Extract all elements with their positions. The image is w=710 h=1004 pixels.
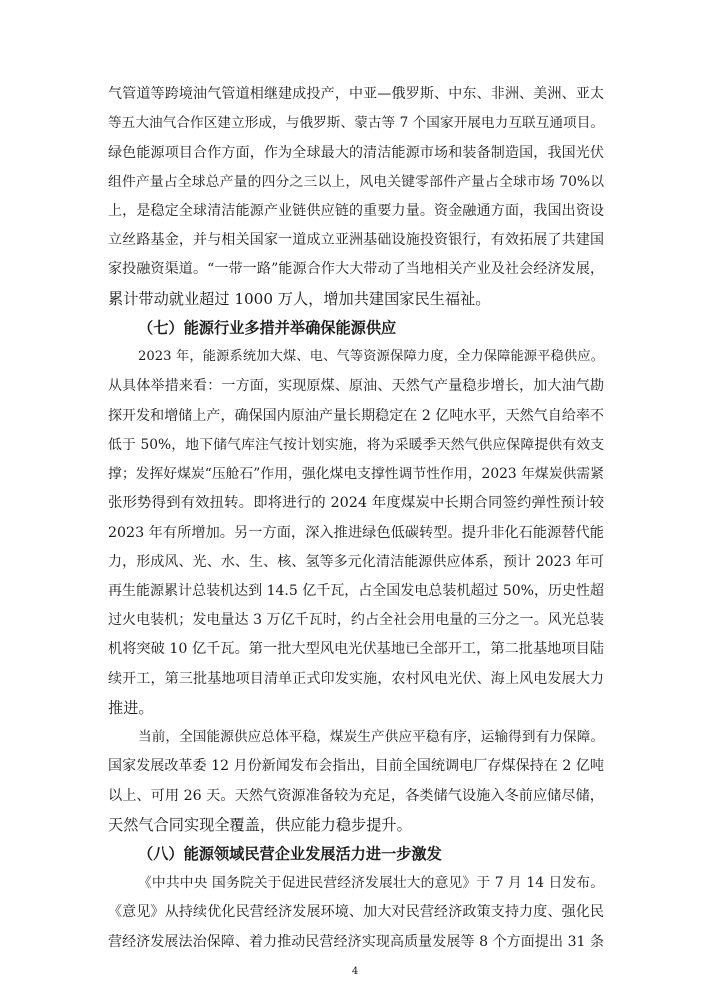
paragraph-line: 《意见》从持续优化民营经济发展环境、加大对民营经济政策支持力度、强化民 xyxy=(108,904,604,920)
paragraph-line: 《中共中央 国务院关于促进民营经济发展壮大的意见》于 7 月 14 日发布。 xyxy=(138,875,604,891)
page-number: 4 xyxy=(351,966,359,977)
paragraph-line: 绿色能源项目合作方面，作为全球最大的清洁能源市场和装备制造国，我国光伏 xyxy=(108,145,604,161)
paragraph-line: 立丝路基金，并与相关国家一道成立亚洲基础设施投资银行，有效拓展了共建国 xyxy=(108,232,604,248)
paragraph-line: 国家发展改革委 12 月份新闻发布会指出，目前全国统调电厂存煤保持在 2 亿吨 xyxy=(108,758,604,774)
paragraph-line: 气管道等跨境油气管道相继建成投产，中亚—俄罗斯、中东、非洲、美洲、亚太 xyxy=(108,86,604,102)
paragraph-line: 天然气合同实现全覆盖，供应能力稳步提升。 xyxy=(108,816,412,834)
paragraph-line: 上，是稳定全球清洁能源产业链供应链的重要力量。资金融通方面，我国出资设 xyxy=(108,203,604,219)
paragraph-line: 力，形成风、光、水、生、核、氢等多元化清洁能源供应体系，预计 2023 年可 xyxy=(108,554,604,570)
paragraph-line: 探开发和增储上产，确保国内原油产量长期稳定在 2 亿吨水平，天然气自给率不 xyxy=(108,408,604,424)
paragraph-line: 家投融资渠道。“一带一路”能源合作大大带动了当地相关产业及社会经济发展， xyxy=(108,261,604,277)
paragraph-line: 过火电装机；发电量达 3 万亿千瓦时，约占全社会用电量的三分之一。风光总装 xyxy=(108,612,604,628)
paragraph-line: 低于 50%，地下储气库注气按计划实施，将为采暖季天然气供应保障提供有效支 xyxy=(108,437,604,453)
section-heading-8: （八）能源领域民营企业发展活力进一步激发 xyxy=(138,845,442,863)
paragraph-line: 营经济发展法治保障、着力推动民营经济实现高质量发展等 8 个方面提出 31 条 xyxy=(108,934,604,950)
paragraph-line: 机将突破 10 亿千瓦。第一批大型风电光伏基地已全部开工，第二批基地项目陆 xyxy=(108,641,604,657)
paragraph-line: 续开工，第三批基地项目清单正式印发实施，农村风电光伏、海上风电发展大力 xyxy=(108,671,604,687)
paragraph-line: 撑；发挥好煤炭“压舱石”作用，强化煤电支撑性调节性作用，2023 年煤炭供需紧 xyxy=(108,466,604,482)
paragraph-line: 累计带动就业超过 1000 万人，增加共建国家民生福祉。 xyxy=(108,290,491,308)
paragraph-line: 2023 年，能源系统加大煤、电、气等资源保障力度，全力保障能源平稳供应。 xyxy=(138,349,604,364)
paragraph-line: 推进。 xyxy=(108,699,154,717)
paragraph-line: 当前，全国能源供应总体平稳，煤炭生产供应平稳有序，运输得到有力保障。 xyxy=(138,729,604,745)
paragraph-line: 2023 年有所增加。另一方面，深入推进绿色低碳转型。提升非化石能源替代能 xyxy=(108,525,604,541)
paragraph-line: 再生能源累计总装机达到 14.5 亿千瓦，占全国发电总装机超过 50%，历史性超 xyxy=(108,583,604,599)
paragraph-line: 组件产量占全球总产量的四分之三以上，风电关键零部件产量占全球市场 70%以 xyxy=(108,174,604,190)
paragraph-line: 等五大油气合作区建立形成，与俄罗斯、蒙古等 7 个国家开展电力互联互通项目。 xyxy=(108,115,604,131)
section-heading-7: （七）能源行业多措并举确保能源供应 xyxy=(138,319,397,337)
paragraph-line: 以上、可用 26 天。天然气资源准备较为充足，各类储气设施入冬前应储尽储， xyxy=(108,788,604,804)
paragraph-line: 张形势得到有效扭转。即将进行的 2024 年度煤炭中长期合同签约弹性预计较 xyxy=(108,495,604,511)
paragraph-line: 从具体举措来看：一方面，实现原煤、原油、天然气产量稳步增长，加大油气勘 xyxy=(108,378,604,394)
